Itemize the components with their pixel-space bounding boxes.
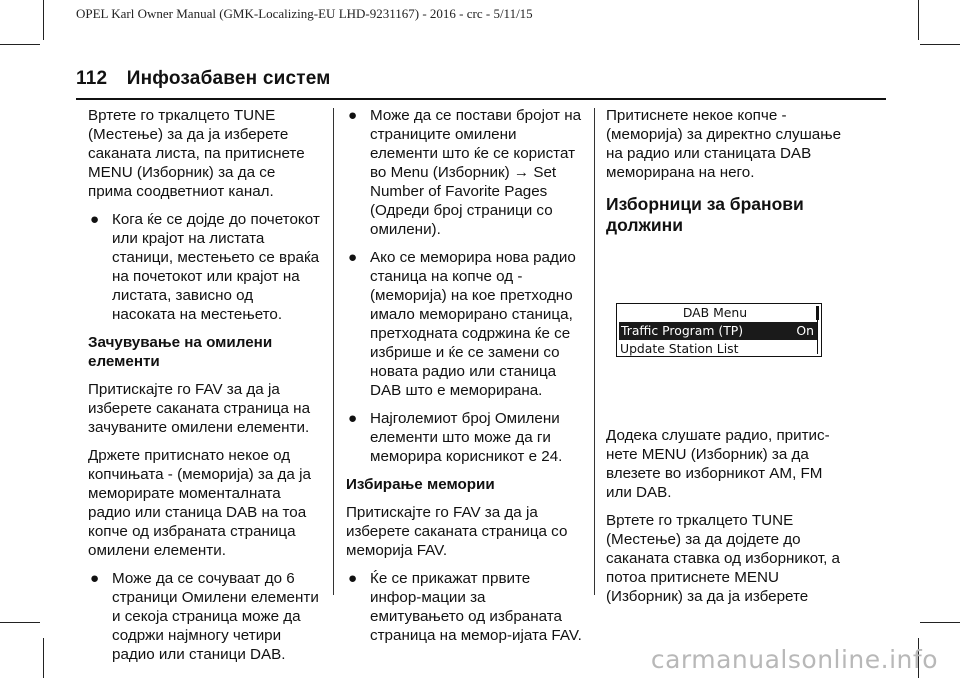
crop-mark [0, 44, 40, 45]
dab-menu-display [616, 303, 822, 357]
bullet-item [346, 248, 582, 400]
column-2 [346, 106, 582, 654]
section-heading: Изборници за бранови должини [606, 194, 804, 235]
crop-mark [0, 622, 40, 623]
section-heading: Зачувување на омилени елементи [88, 334, 273, 370]
column-1 [88, 106, 320, 673]
bullet-item [88, 569, 320, 664]
menu-item-selected [619, 322, 817, 340]
dab-menu-title: DAB Menu [682, 305, 748, 320]
bullet-text: Кога ќе се дојде до почетокот или крајот на листата станици, местењето се враќа на почетокот или крајот на листата, зависно од насоката на местењето. [112, 211, 320, 323]
crop-mark [920, 44, 960, 45]
bullet-text: Ако се меморира нова радио станица на копче од - (меморија) на кое претходно имало меморирано станица, претходната содржина ќе се избрише и ќе се замени со новата радио или станица DAB што е меморирана. [370, 249, 576, 399]
bullet-icon: ● [348, 249, 358, 266]
column-separator [594, 108, 595, 595]
bullet-icon: ● [348, 107, 358, 124]
bullet-icon: ● [90, 570, 100, 587]
bullet-text: Може да се сочуваат до 6 страници Омилени елементи и секоја страница може да содржи најмногу четири радио или станици DAB. [112, 570, 319, 663]
paragraph: Вртете го тркалцето TUNE (Местење) за да дојдете до саканата ставка од изборникот, а потоа притиснете MENU (Изборник) за да ја изберете [606, 512, 840, 605]
watermark: carmanualsonline.info [650, 645, 938, 674]
crop-mark [918, 0, 919, 40]
crop-mark [43, 638, 44, 678]
menu-item: Update Station List [620, 341, 739, 356]
paragraph: Притиснете некое копче - (меморија) за директно слушање на радио или станицата DAB меморирана на него. [606, 107, 842, 181]
page-title: Инфозабавен систем [126, 68, 331, 89]
paragraph: Вртете го тркалцето TUNE (Местење) за да ја изберете саканата листа, па притиснете MENU (Изборник) за да се прима соодветниот канал. [88, 107, 305, 200]
crop-mark [43, 0, 44, 40]
column-3 [606, 106, 842, 615]
bullet-item [88, 210, 320, 324]
bullet-text: Може да се постави бројот на страниците омилени елементи што ќе се користат во Menu (Изборник) → Set Number of Favorite Pages (Одреди број страници со омилени). [370, 107, 582, 238]
bullet-icon: ● [348, 570, 358, 587]
column-separator [333, 108, 334, 595]
paragraph: Притискајте го FAV за да ја изберете саканата страница со меморија FAV. [346, 504, 568, 559]
bullet-item [346, 569, 582, 645]
bullet-text: Ќе се прикажат првите инфор-мации за емитувањето од избраната страница на мемор-ијата FAV. [370, 570, 582, 644]
paragraph: Додека слушате радио, притис-нете MENU (Изборник) за да влезете во изборникот AM, FM или DAB. [606, 427, 830, 501]
bullet-text: Најголемиот број Омилени елементи што може да ги меморира корисникот е 24. [370, 410, 563, 465]
bullet-item [346, 409, 582, 466]
scrollbar-thumb [816, 306, 819, 320]
crop-mark [920, 622, 960, 623]
paragraph: Држете притиснато некое од копчињата - (меморија) за да ја меморирате моменталната радио или станица DAB на тоа копче од избраната страница омилени елементи. [88, 447, 311, 559]
menu-item-value: On [796, 323, 814, 338]
paragraph: Притискајте го FAV за да ја изберете саканата страница на зачуваните омилени елементи. [88, 381, 311, 436]
bullet-item [346, 106, 582, 239]
menu-item-label: Traffic Program (TP) [621, 323, 744, 338]
header-rule [76, 98, 886, 100]
section-heading: Избирање мемории [346, 476, 495, 493]
page-header [76, 68, 331, 90]
bullet-icon: ● [90, 211, 100, 228]
document-info: OPEL Karl Owner Manual (GMK-Localizing-EU LHD-9231167) - 2016 - crc - 5/11/15 [76, 6, 533, 21]
page-number: 112 [76, 68, 108, 89]
bullet-icon: ● [348, 410, 358, 427]
